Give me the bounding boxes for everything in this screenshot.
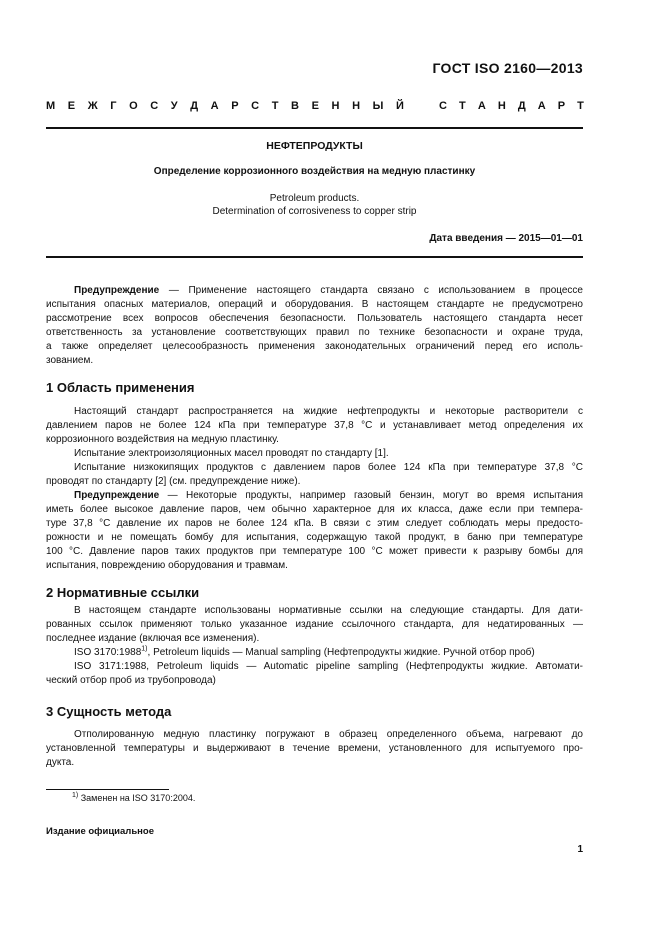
banner-letter: Т bbox=[577, 100, 584, 112]
body-line: туре 37,8 °С давление их паров не более 124 кПа. В связи с этим следует соблюдать меры предосто- bbox=[46, 518, 583, 529]
body-line: ответственность за установление соответствующих правил по технике безопасности и охране труда, bbox=[46, 327, 583, 338]
body-line: коррозионного воздействия на медную пластинку. bbox=[46, 434, 279, 445]
header-rule bbox=[46, 127, 583, 129]
banner-letter: М bbox=[46, 100, 56, 112]
banner-letter: Д bbox=[517, 100, 526, 112]
banner-letter: Т bbox=[271, 100, 279, 112]
banner-letter: Р bbox=[231, 100, 239, 112]
body-line: а также определяет целесообразность применения законодательных ограничений перед его исполь- bbox=[46, 341, 583, 352]
body-line: В настоящем стандарте использованы нормативные ссылки на следующие стандарты. Для дати- bbox=[74, 605, 583, 616]
body-line: 100 °С. Давление паров таких продуктов при температуре 100 °С может привести к разрыву бомбы для bbox=[46, 546, 583, 557]
banner-letter: В bbox=[291, 100, 299, 112]
body-line: дукта. bbox=[46, 757, 75, 768]
footnote-marker: 1) bbox=[141, 645, 148, 653]
warning-label: Предупреждение bbox=[74, 490, 160, 501]
body-line: Предупреждение — Применение настоящего стандарта связано с использованием в процессе bbox=[74, 285, 583, 296]
body-line: последнее издание (включая все изменения). bbox=[46, 633, 260, 644]
banner-letter: Д bbox=[190, 100, 199, 112]
warning-label: Предупреждение bbox=[74, 285, 160, 296]
body-line: испытания, повреждению оборудования и травмам. bbox=[46, 560, 288, 571]
standard-code: ГОСТ ISO 2160—2013 bbox=[432, 60, 583, 76]
banner-letter: С bbox=[251, 100, 260, 112]
body-line: Настоящий стандарт распространяется на жидкие нефтепродукты и некоторые растворители с bbox=[74, 406, 583, 417]
body-line: Испытание электроизоляционных масел проводят по стандарту [1]. bbox=[74, 448, 389, 459]
body-line: рассмотрение всех вопросов обеспечения безопасности. Пользователь настоящего стандарта несет bbox=[46, 313, 583, 324]
body-line: Предупреждение — Некоторые продукты, например газовый бензин, могут во время испытания bbox=[74, 490, 583, 501]
reference-item: ISO 3171:1988, Petroleum liquids — Automatic pipeline sampling (Нефтепродукты жидкие. Автомати- bbox=[74, 661, 583, 672]
interstate-word-1 bbox=[46, 100, 404, 112]
banner-letter: Р bbox=[557, 100, 566, 112]
body-line: ческий отбор проб из трубопровода) bbox=[46, 675, 216, 686]
body-line: Отполированную медную пластинку погружают в образец определенного объема, нагревают до bbox=[74, 729, 583, 740]
document-title: НЕФТЕПРОДУКТЫ bbox=[266, 140, 363, 152]
banner-letter: Т bbox=[459, 100, 466, 112]
interstate-standard-banner bbox=[46, 100, 584, 112]
banner-letter: Н bbox=[352, 100, 361, 112]
banner-letter: С bbox=[439, 100, 447, 112]
footnote: $^{1)}$ Заменен на ISO 3170:2004. bbox=[72, 792, 196, 803]
banner-letter: Е bbox=[67, 100, 76, 112]
body-line: давлением паров не более 124 кПа при температуре 37,8 °С и устанавливает метод определения их bbox=[46, 420, 583, 431]
footnote-rule bbox=[46, 789, 169, 790]
body-line: рованных ссылок применяют только указанное издание ссылочного стандарта, для недатированных — bbox=[46, 619, 583, 630]
title-rule bbox=[46, 256, 583, 258]
body-line: рожности и не помещать бомбу для испытания, содержащую такой продукт, в баню при температуре bbox=[46, 532, 583, 543]
footnote-marker: 1) bbox=[72, 792, 79, 799]
interstate-word-2 bbox=[439, 100, 584, 112]
body-line: иметь более высокое давление паров, чем обычно характерное для их класса, даже если при темпера- bbox=[46, 504, 583, 515]
reference-item: ISO 3170:1988$^{1)}$, Petroleum liquids — Manual sampling (Нефтепродукты жидкие. Ручной отбор проб) bbox=[74, 645, 535, 658]
section-heading: 1 Область применения bbox=[46, 380, 195, 395]
body-line: проводят по стандарту [2] (см. предупреждение ниже). bbox=[46, 476, 301, 487]
body-line: установленной температуры и выдерживают в течение времени, установленного для испытуемого про- bbox=[46, 743, 583, 754]
banner-letter: А bbox=[477, 100, 486, 112]
section-heading: 3 Сущность метода bbox=[46, 704, 172, 719]
banner-letter: Н bbox=[331, 100, 340, 112]
english-title-line: Petroleum products. bbox=[269, 193, 360, 204]
english-title bbox=[46, 192, 583, 218]
banner-letter: Ж bbox=[87, 100, 98, 112]
body-line: Испытание низкокипящих продуктов с давлением паров более 124 кПа при температуре 37,8 °С bbox=[74, 462, 583, 473]
banner-letter: Г bbox=[110, 100, 117, 112]
official-edition-label: Издание официальное bbox=[46, 826, 154, 837]
document-subtitle: Определение коррозионного воздействия на медную пластинку bbox=[153, 166, 476, 177]
section-heading: 2 Нормативные ссылки bbox=[46, 585, 200, 600]
body-line: испытания опасных материалов, операций и оборудования. В настоящем стандарте не предусмотрено bbox=[46, 299, 583, 310]
page-number: 1 bbox=[577, 844, 583, 855]
banner-letter: Ы bbox=[372, 100, 384, 112]
banner-letter: У bbox=[170, 100, 178, 112]
banner-letter: О bbox=[129, 100, 138, 112]
english-title-line: Determination of corrosiveness to copper strip bbox=[212, 206, 417, 217]
banner-letter: Е bbox=[311, 100, 319, 112]
banner-letter: А bbox=[210, 100, 219, 112]
banner-letter: А bbox=[537, 100, 546, 112]
effective-date: Дата введения — 2015—01—01 bbox=[429, 233, 583, 244]
banner-letter: Й bbox=[395, 100, 404, 112]
banner-letter: Н bbox=[497, 100, 506, 112]
body-line: зованием. bbox=[46, 355, 94, 366]
banner-letter: С bbox=[150, 100, 159, 112]
